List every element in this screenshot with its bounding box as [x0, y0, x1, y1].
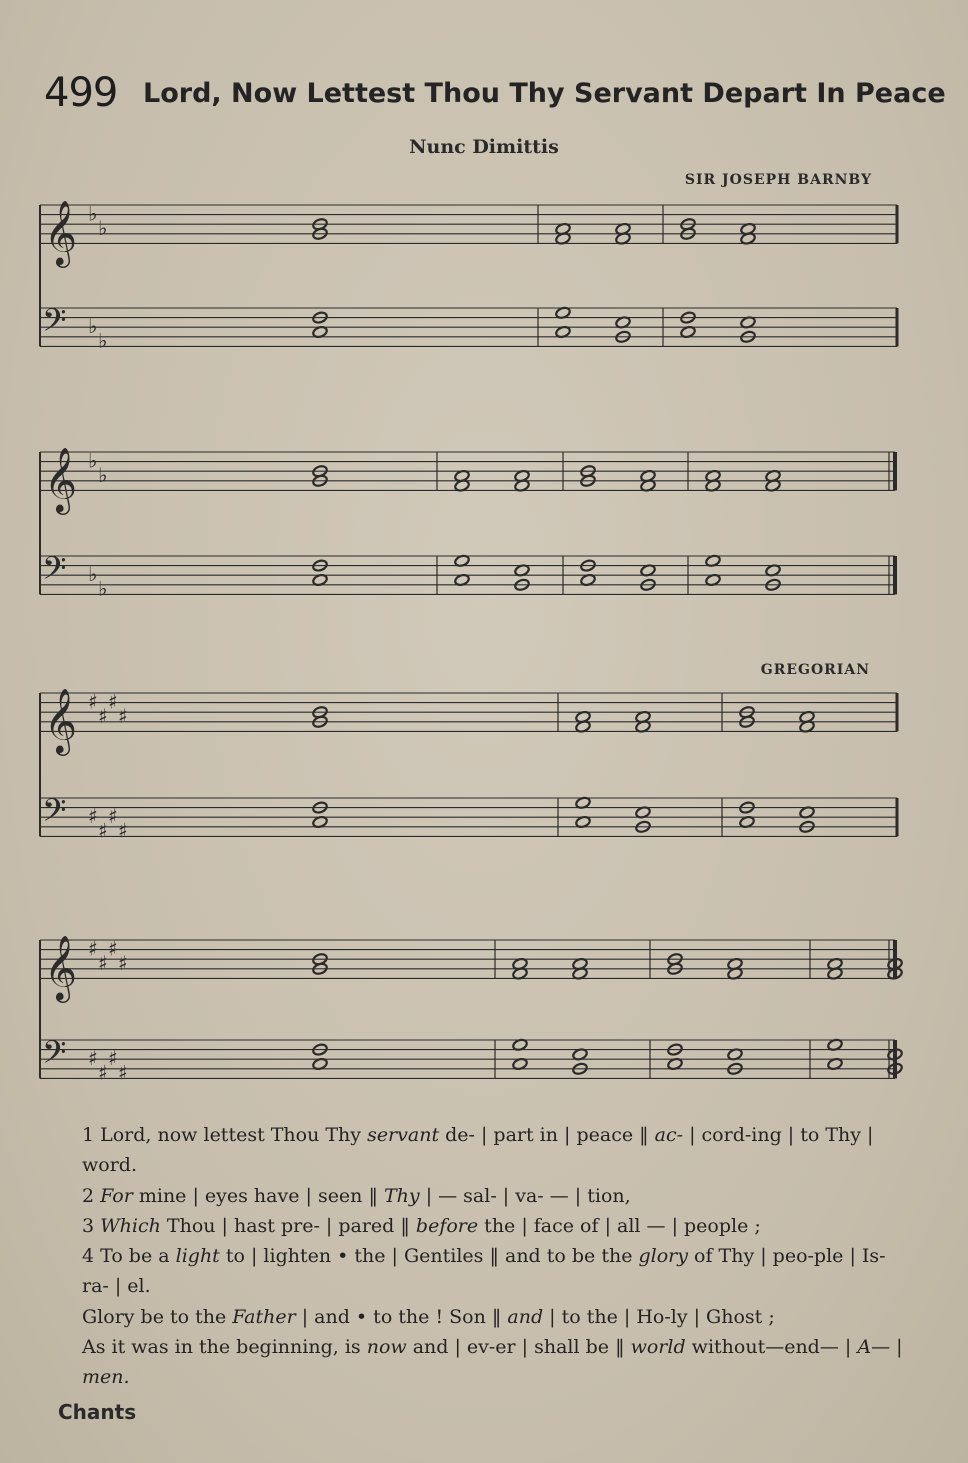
bass-clef-icon: 𝄢: [42, 301, 67, 346]
hymn-subtitle: Nunc Dimittis: [409, 136, 559, 158]
treble-clef-icon: 𝄞: [44, 200, 78, 266]
flat-sign-icon: ♭: [88, 201, 98, 226]
sharp-sign-icon: ♯: [118, 1060, 128, 1085]
sharp-sign-icon: ♯: [118, 818, 128, 843]
sharp-sign-icon: ♯: [88, 1046, 98, 1071]
treble-clef-icon: 𝄞: [44, 935, 78, 1001]
flat-sign-icon: ♭: [98, 463, 108, 487]
flat-sign-icon: ♭: [88, 314, 98, 339]
sharp-sign-icon: ♯: [108, 936, 118, 961]
verse-as-it-was: As it was in the beginning, is now and | ev-er | shall be ‖ world without—end— | A— | men.: [82, 1336, 903, 1389]
sharp-sign-icon: ♯: [108, 804, 118, 829]
sharp-sign-icon: ♯: [108, 689, 118, 714]
flat-sign-icon: ♭: [88, 448, 98, 473]
sharp-sign-icon: ♯: [98, 818, 108, 843]
chant-text: [40, 1120, 910, 1393]
sharp-sign-icon: ♯: [98, 951, 108, 975]
footer-label: Chants: [58, 1400, 137, 1424]
bass-clef-icon: 𝄢: [42, 549, 67, 594]
flat-sign-icon: ♭: [98, 576, 108, 601]
flat-sign-icon: ♭: [98, 328, 108, 353]
sharp-sign-icon: ♯: [98, 1060, 108, 1085]
verse-2: 2 For mine | eyes have | seen ‖ Thy | — sal- | va- — | tion,: [82, 1184, 631, 1207]
hymn-number: 499: [44, 70, 118, 116]
sharp-sign-icon: ♯: [88, 936, 98, 961]
verse-gloria: Glory be to the Father | and • to the ! Son ‖ and | to the | Ho-ly | Ghost ;: [82, 1305, 775, 1328]
verse-4: 4 To be a light to | lighten • the | Gentiles ‖ and to be the glory of Thy | peo-ple | Is-ra- | el.: [82, 1245, 886, 1298]
flat-sign-icon: ♭: [98, 216, 108, 240]
verse-3: 3 Which Thou | hast pre- | pared ‖ before the | face of | all — | people ;: [82, 1214, 761, 1237]
sharp-sign-icon: ♯: [118, 704, 128, 728]
composer-credit-2: GREGORIAN: [760, 662, 870, 678]
treble-clef-icon: 𝄞: [44, 688, 78, 754]
sharp-sign-icon: ♯: [118, 951, 128, 975]
sharp-sign-icon: ♯: [88, 689, 98, 714]
bass-clef-icon: 𝄢: [42, 791, 67, 836]
flat-sign-icon: ♭: [88, 562, 98, 587]
sharp-sign-icon: ♯: [88, 804, 98, 829]
composer-credit-1: SIR JOSEPH BARNBY: [684, 172, 872, 188]
verse-1: 1 Lord, now lettest Thou Thy servant de- | part in | peace ‖ ac- | cord-ing | to Thy | word.: [82, 1124, 874, 1177]
hymn-title: Lord, Now Lettest Thou Thy Servant Depart In Peace: [143, 78, 946, 109]
bass-clef-icon: 𝄢: [42, 1033, 67, 1078]
treble-clef-icon: 𝄞: [44, 447, 78, 513]
sharp-sign-icon: ♯: [108, 1046, 118, 1071]
sharp-sign-icon: ♯: [98, 704, 108, 728]
